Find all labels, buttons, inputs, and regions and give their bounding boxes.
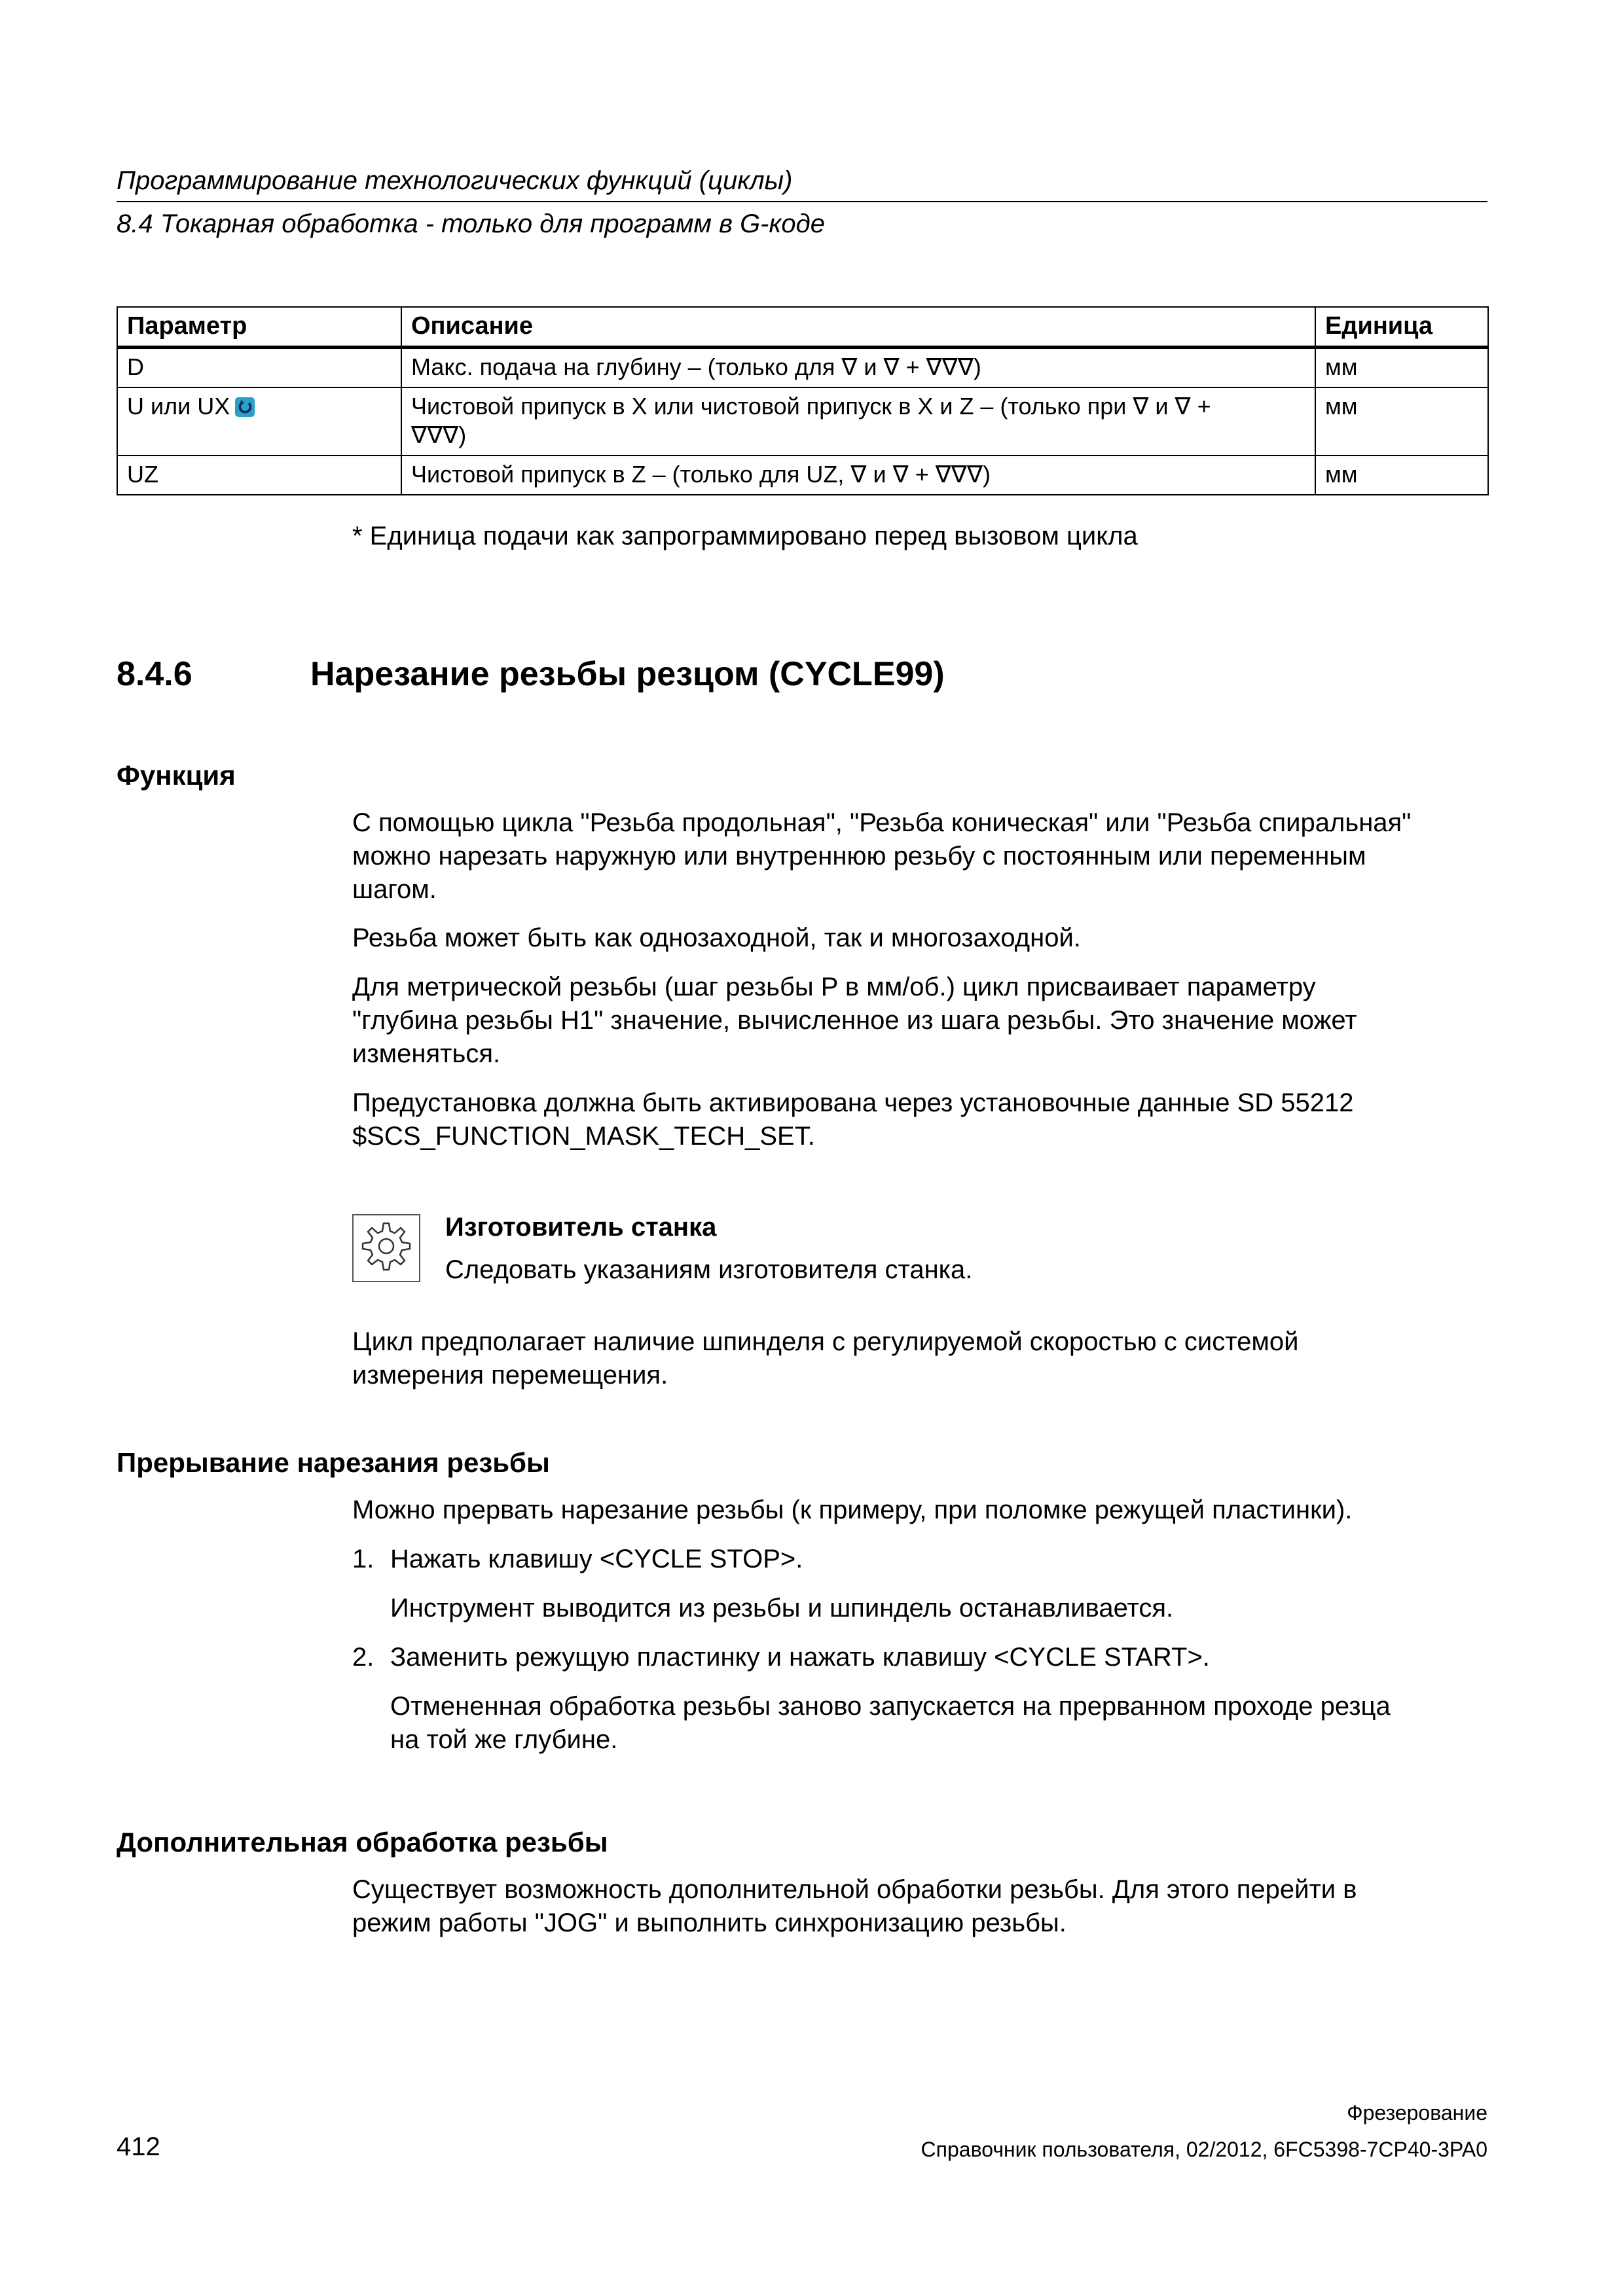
running-header-section: 8.4 Токарная обработка - только для программ в G-коде	[117, 209, 825, 238]
running-header-chapter: Программирование технологических функций (циклы)	[117, 166, 793, 195]
feed-unit-note: * Единица подачи как запрограммировано перед вызовом цикла	[352, 522, 1138, 550]
unit-cell: мм	[1315, 387, 1488, 456]
table-header-row	[117, 307, 1488, 348]
text-line: шагом.	[352, 875, 437, 904]
text-line: Можно прервать нарезание резьбы (к примеру, при поломке режущей пластинки).	[352, 1496, 1353, 1524]
step-2-result-line-2: на той же глубине.	[390, 1725, 618, 1754]
step-2-text: Заменить режущую пластинку и нажать клавишу <CYCLE START>.	[390, 1643, 1210, 1672]
text-line: "глубина резьбы H1" значение, вычисленное из шага резьбы. Это значение может	[352, 1006, 1357, 1035]
function-paragraph-4	[352, 1086, 1487, 1153]
param-label: U или UX	[127, 393, 230, 420]
text-line: Предустановка должна быть активирована через установочные данные SD 55212	[352, 1088, 1354, 1117]
footer-product: Фрезерование	[1347, 2101, 1487, 2125]
footer-manual: Справочник пользователя, 02/2012, 6FC5398-7CP40-3PA0	[921, 2138, 1487, 2161]
additional-paragraph	[352, 1873, 1487, 1940]
desc-cell	[401, 387, 1315, 456]
table-row	[117, 348, 1488, 388]
desc-line: ∇∇∇)	[411, 422, 467, 448]
cycle-arrow-icon	[235, 397, 255, 417]
table-row	[117, 456, 1488, 495]
header-rule	[117, 201, 1487, 202]
text-line: Существует возможность дополнительной обработки резьбы. Для этого перейти в	[352, 1875, 1357, 1904]
text-line: можно нарезать наружную или внутреннюю резьбу с постоянным или переменным	[352, 842, 1366, 870]
heading-function: Функция	[117, 760, 236, 791]
text-line: Резьба может быть как однозаходной, так и многозаходной.	[352, 924, 1081, 952]
heading-additional-threading: Дополнительная обработка резьбы	[117, 1827, 608, 1857]
interrupt-intro	[352, 1494, 1487, 1527]
step-2-result-line-1: Отмененная обработка резьбы заново запускается на прерванном проходе резца	[390, 1692, 1391, 1721]
table-row	[117, 387, 1488, 456]
text-line: изменяться.	[352, 1039, 501, 1068]
text-line: Для метрической резьбы (шаг резьбы P в мм/об.) цикл присваивает параметру	[352, 973, 1316, 1001]
text-line: режим работы "JOG" и выполнить синхронизацию резьбы.	[352, 1909, 1067, 1937]
step-number: 2.	[352, 1643, 374, 1672]
param-cell: D	[117, 348, 401, 388]
text-line: измерения перемещения.	[352, 1361, 668, 1390]
manufacturer-note-text: Следовать указаниям изготовителя станка.	[445, 1255, 973, 1284]
manufacturer-note-title: Изготовитель станка	[445, 1213, 717, 1242]
step-number: 1.	[352, 1545, 374, 1573]
desc-cell: Чистовой припуск в Z – (только для UZ, ∇ и ∇ + ∇∇∇)	[401, 456, 1315, 495]
function-paragraph-1	[352, 806, 1487, 906]
section-title: Нарезание резьбы резцом (CYCLE99)	[310, 655, 945, 693]
column-header-description: Описание	[401, 307, 1315, 348]
param-cell: UZ	[117, 456, 401, 495]
step-1-result: Инструмент выводится из резьбы и шпиндель останавливается.	[390, 1594, 1174, 1623]
column-header-unit: Единица	[1315, 307, 1488, 348]
heading-interrupt-threading: Прерывание нарезания резьбы	[117, 1447, 550, 1478]
unit-cell: мм	[1315, 456, 1488, 495]
function-paragraph-2	[352, 922, 1487, 955]
step-1-text: Нажать клавишу <CYCLE STOP>.	[390, 1545, 803, 1573]
parameter-table	[117, 306, 1489, 495]
machine-manufacturer-gear-icon	[352, 1214, 420, 1282]
text-line: $SCS_FUNCTION_MASK_TECH_SET.	[352, 1122, 815, 1151]
column-header-parameter: Параметр	[117, 307, 401, 348]
section-number: 8.4.6	[117, 655, 192, 693]
desc-line: Чистовой припуск в X или чистовой припуск в X и Z – (только при ∇ и ∇ +	[411, 393, 1211, 420]
param-cell	[117, 387, 401, 456]
unit-cell: мм	[1315, 348, 1488, 388]
desc-cell: Макс. подача на глубину – (только для ∇ и ∇ + ∇∇∇)	[401, 348, 1315, 388]
text-line: С помощью цикла "Резьба продольная", "Резьба коническая" или "Резьба спиральная"	[352, 808, 1412, 837]
text-line: Цикл предполагает наличие шпинделя с регулируемой скоростью с системой	[352, 1327, 1299, 1356]
function-paragraph-3	[352, 971, 1487, 1071]
function-paragraph-5	[352, 1325, 1487, 1392]
page-number: 412	[117, 2132, 160, 2161]
